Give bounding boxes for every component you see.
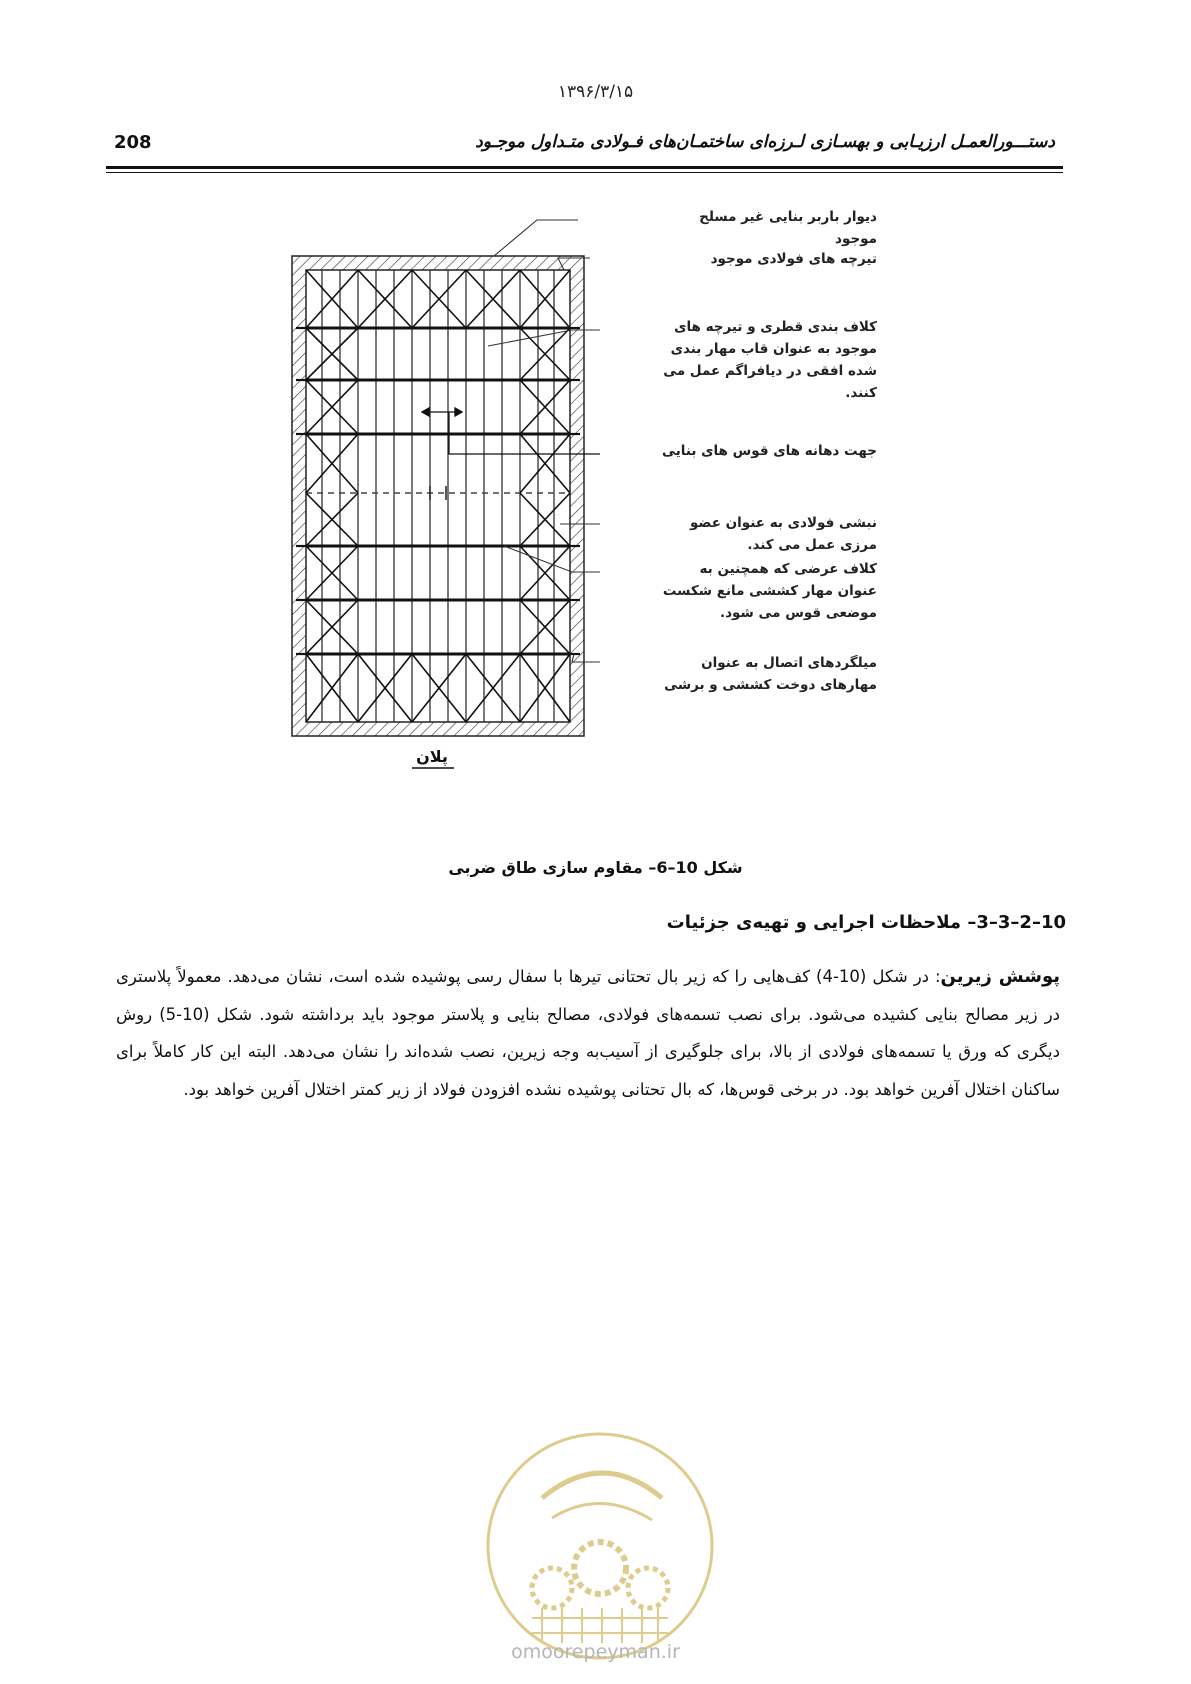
callout-transverse-tie: کلاف عرضی که همچنین به عنوان مهار کششی مانع شکست موضعی قوس می شود. xyxy=(662,561,877,621)
callout-masonry-wall: دیوار باربر بنایی غیر مسلح موجود xyxy=(699,209,877,247)
section-heading: 10–2–3–3– ملاحظات اجرایی و تهیه‌ی جزئیات xyxy=(666,912,1066,933)
callout-arch-span: جهت دهانه های قوس های بنایی xyxy=(662,443,877,459)
page-number: 208 xyxy=(114,132,152,153)
body-paragraph xyxy=(116,958,1060,1108)
plan-label: پلان xyxy=(416,747,448,766)
watermark-url: omoorepeyman.ir xyxy=(511,1641,680,1663)
header-rule-thin xyxy=(106,172,1063,173)
page-header xyxy=(106,128,1063,168)
lead-term: پوشش زیرین xyxy=(940,966,1060,987)
header-rule-thick xyxy=(106,166,1063,169)
callout-steel-joists: تیرچه های فولادی موجود xyxy=(710,251,877,267)
document-title: دستـــورالعمـل ارزیـابی و بهسـازی لـرزه‌ای ساختمـان‌های فـولادی متـداول موجـود xyxy=(475,132,1055,152)
callout-boundary-angle: نبشی فولادی به عنوان عضو مرزی عمل می کند. xyxy=(689,515,877,553)
watermark-seal-icon xyxy=(482,1428,718,1664)
date-stamp: ۱۳۹۶/۳/۱۵ xyxy=(557,82,634,102)
callout-diagonal-bracing: کلاف بندی قطری و تیرچه های موجود به عنوان قاب مهار بندی شده افقی در دیافراگم عمل می کنند. xyxy=(663,319,877,401)
callout-tie-rods: میلگردهای اتصال به عنوان مهارهای دوخت کششی و برشی xyxy=(664,655,877,693)
body-text: : در شکل (10-4) کف‌هایی را که زیر بال تحتانی تیرها با سفال رسی پوشیده شده است، نشان می‌دهد. معمولاً پلاستری در زیر مصالح بنایی کشیده می‌شود. برای نصب تسمه‌های فولادی، مصالح بنایی و پلاستر موجود باید برداشته شود. شکل (10-5) روش دیگری که ورق یا تسمه‌های فولادی از بالا، برای جلوگیری از آسیب‌به وجه زیرین، نصب شده‌اند را نشان می‌دهد. البته این کار کاملاً برای ساکنان اختلال آفرین خواهد بود. در برخی قوس‌ها، که بال تحتانی پوشیده نشده افزودن فولاد از زیر کمتر اختلال آفرین خواهد بود. xyxy=(116,967,1061,1099)
figure-caption: شکل 10–6– مقاوم سازی طاق ضربی xyxy=(448,858,743,877)
watermark-logo xyxy=(482,1428,718,1664)
plan-figure xyxy=(282,206,952,846)
